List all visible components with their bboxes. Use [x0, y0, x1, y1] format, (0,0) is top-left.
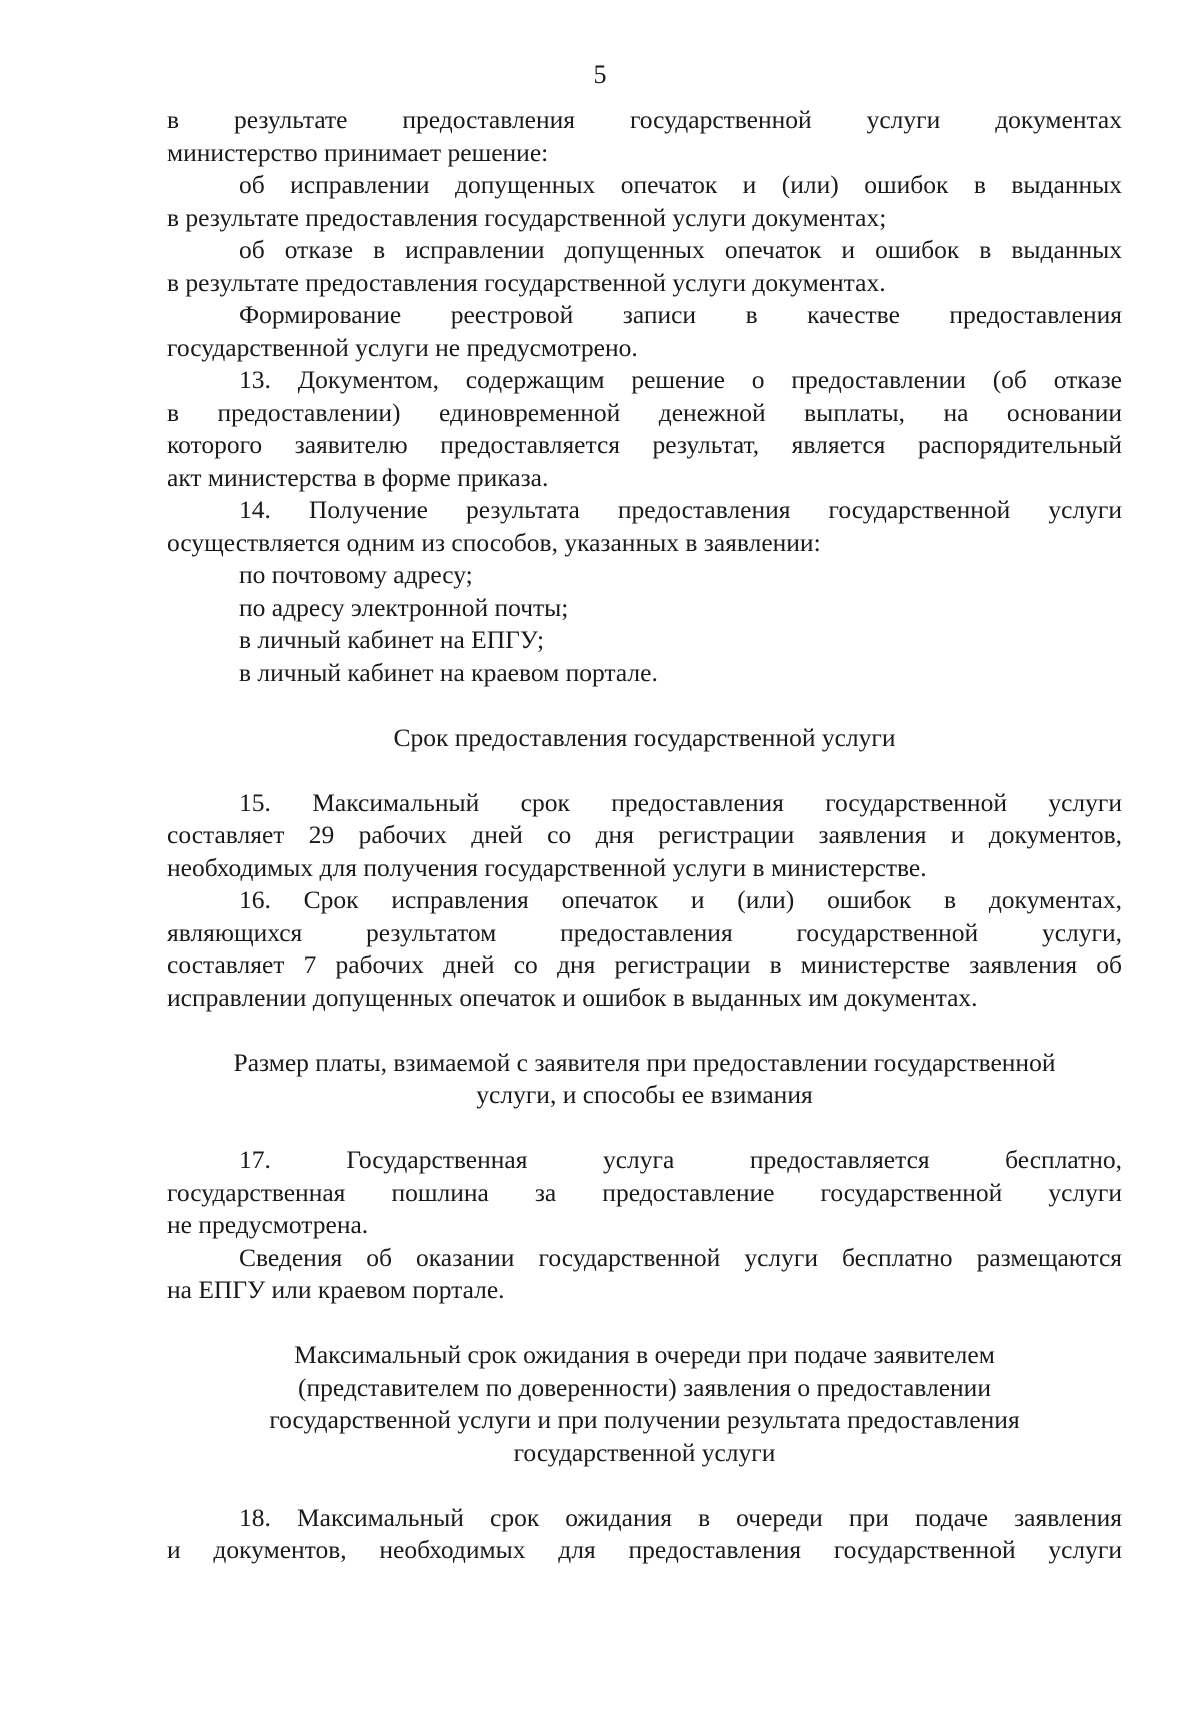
section-spacer — [167, 1112, 1122, 1145]
text-line: в предоставлении) единовременной денежной выплаты, на основании — [167, 397, 1122, 427]
section-spacer — [167, 1014, 1122, 1047]
page-number: 5 — [593, 60, 607, 89]
paragraph-first-line: об исправлении допущенных опечаток и (или) ошибок в выданных — [239, 170, 1122, 199]
text-line: и документов, необходимых для предоставления государственной услуги — [167, 1535, 1122, 1564]
list-item: по адресу электронной почты; — [239, 592, 569, 622]
text-line: министерство принимает решение: — [167, 137, 549, 167]
section-spacer — [167, 689, 1122, 722]
paragraph-first-line: Формирование реестровой записи в качестве предоставления — [239, 300, 1122, 329]
section-spacer — [167, 1469, 1122, 1502]
section-heading-line: государственной услуги — [513, 1437, 776, 1467]
list-item: в личный кабинет на ЕПГУ; — [239, 625, 545, 654]
text-line: осуществляется одним из способов, указанных в заявлении: — [167, 527, 821, 557]
text-line: государственная пошлина за предоставление государственной услуги — [167, 1177, 1122, 1207]
text-line: государственной услуги не предусмотрено. — [167, 332, 638, 362]
section-heading-line: Размер платы, взимаемой с заявителя при предоставлении государственной — [233, 1047, 1056, 1077]
section-spacer — [167, 1307, 1122, 1340]
document-body — [167, 104, 1122, 1567]
paragraph-first-line: 15. Максимальный срок предоставления государственной услуги — [239, 787, 1122, 817]
section-heading-line: государственной услуги и при получении результата предоставления — [269, 1405, 1020, 1434]
text-line: в результате предоставления государственной услуги документах — [167, 105, 1122, 134]
text-line: акт министерства в форме приказа. — [167, 462, 549, 492]
paragraph-first-line: 18. Максимальный срок ожидания в очереди при подаче заявления — [239, 1502, 1122, 1532]
section-heading-line: Максимальный срок ожидания в очереди при подаче заявителем — [294, 1340, 995, 1369]
text-line: на ЕПГУ или краевом портале. — [167, 1275, 505, 1304]
text-line: необходимых для получения государственной услуги в министерстве. — [167, 852, 927, 882]
section-heading-line: услуги, и способы ее взимания — [476, 1080, 813, 1109]
section-heading-line: (представителем по доверенности) заявления о предоставлении — [298, 1372, 991, 1402]
text-line: исправлении допущенных опечаток и ошибок в выданных им документах. — [167, 982, 978, 1012]
paragraph-first-line: 17. Государственная услуга предоставляется бесплатно, — [239, 1145, 1122, 1174]
text-line: не предусмотрена. — [167, 1210, 369, 1239]
text-line: составляет 29 рабочих дней со дня регистрации заявления и документов, — [167, 820, 1122, 849]
paragraph-first-line: 14. Получение результата предоставления государственной услуги — [239, 495, 1122, 524]
paragraph-first-line: 16. Срок исправления опечаток и (или) ошибок в документах, — [239, 885, 1122, 914]
section-heading-line: Срок предоставления государственной услуги — [393, 722, 896, 752]
text-line: являющихся результатом предоставления государственной услуги, — [167, 917, 1122, 947]
paragraph-first-line: 13. Документом, содержащим решение о предоставлении (об отказе — [239, 365, 1122, 394]
list-item: в личный кабинет на краевом портале. — [239, 657, 658, 687]
text-line: в результате предоставления государственной услуги документах; — [167, 202, 887, 232]
section-spacer — [167, 754, 1122, 787]
text-line: в результате предоставления государственной услуги документах. — [167, 267, 886, 297]
text-line: составляет 7 рабочих дней со дня регистрации в министерстве заявления об — [167, 950, 1122, 979]
text-line: которого заявителю предоставляется результат, является распорядительный — [167, 430, 1122, 459]
paragraph-first-line: об отказе в исправлении допущенных опечаток и ошибок в выданных — [239, 235, 1122, 264]
list-item: по почтовому адресу; — [239, 560, 473, 589]
paragraph-first-line: Сведения об оказании государственной услуги бесплатно размещаются — [239, 1242, 1122, 1272]
